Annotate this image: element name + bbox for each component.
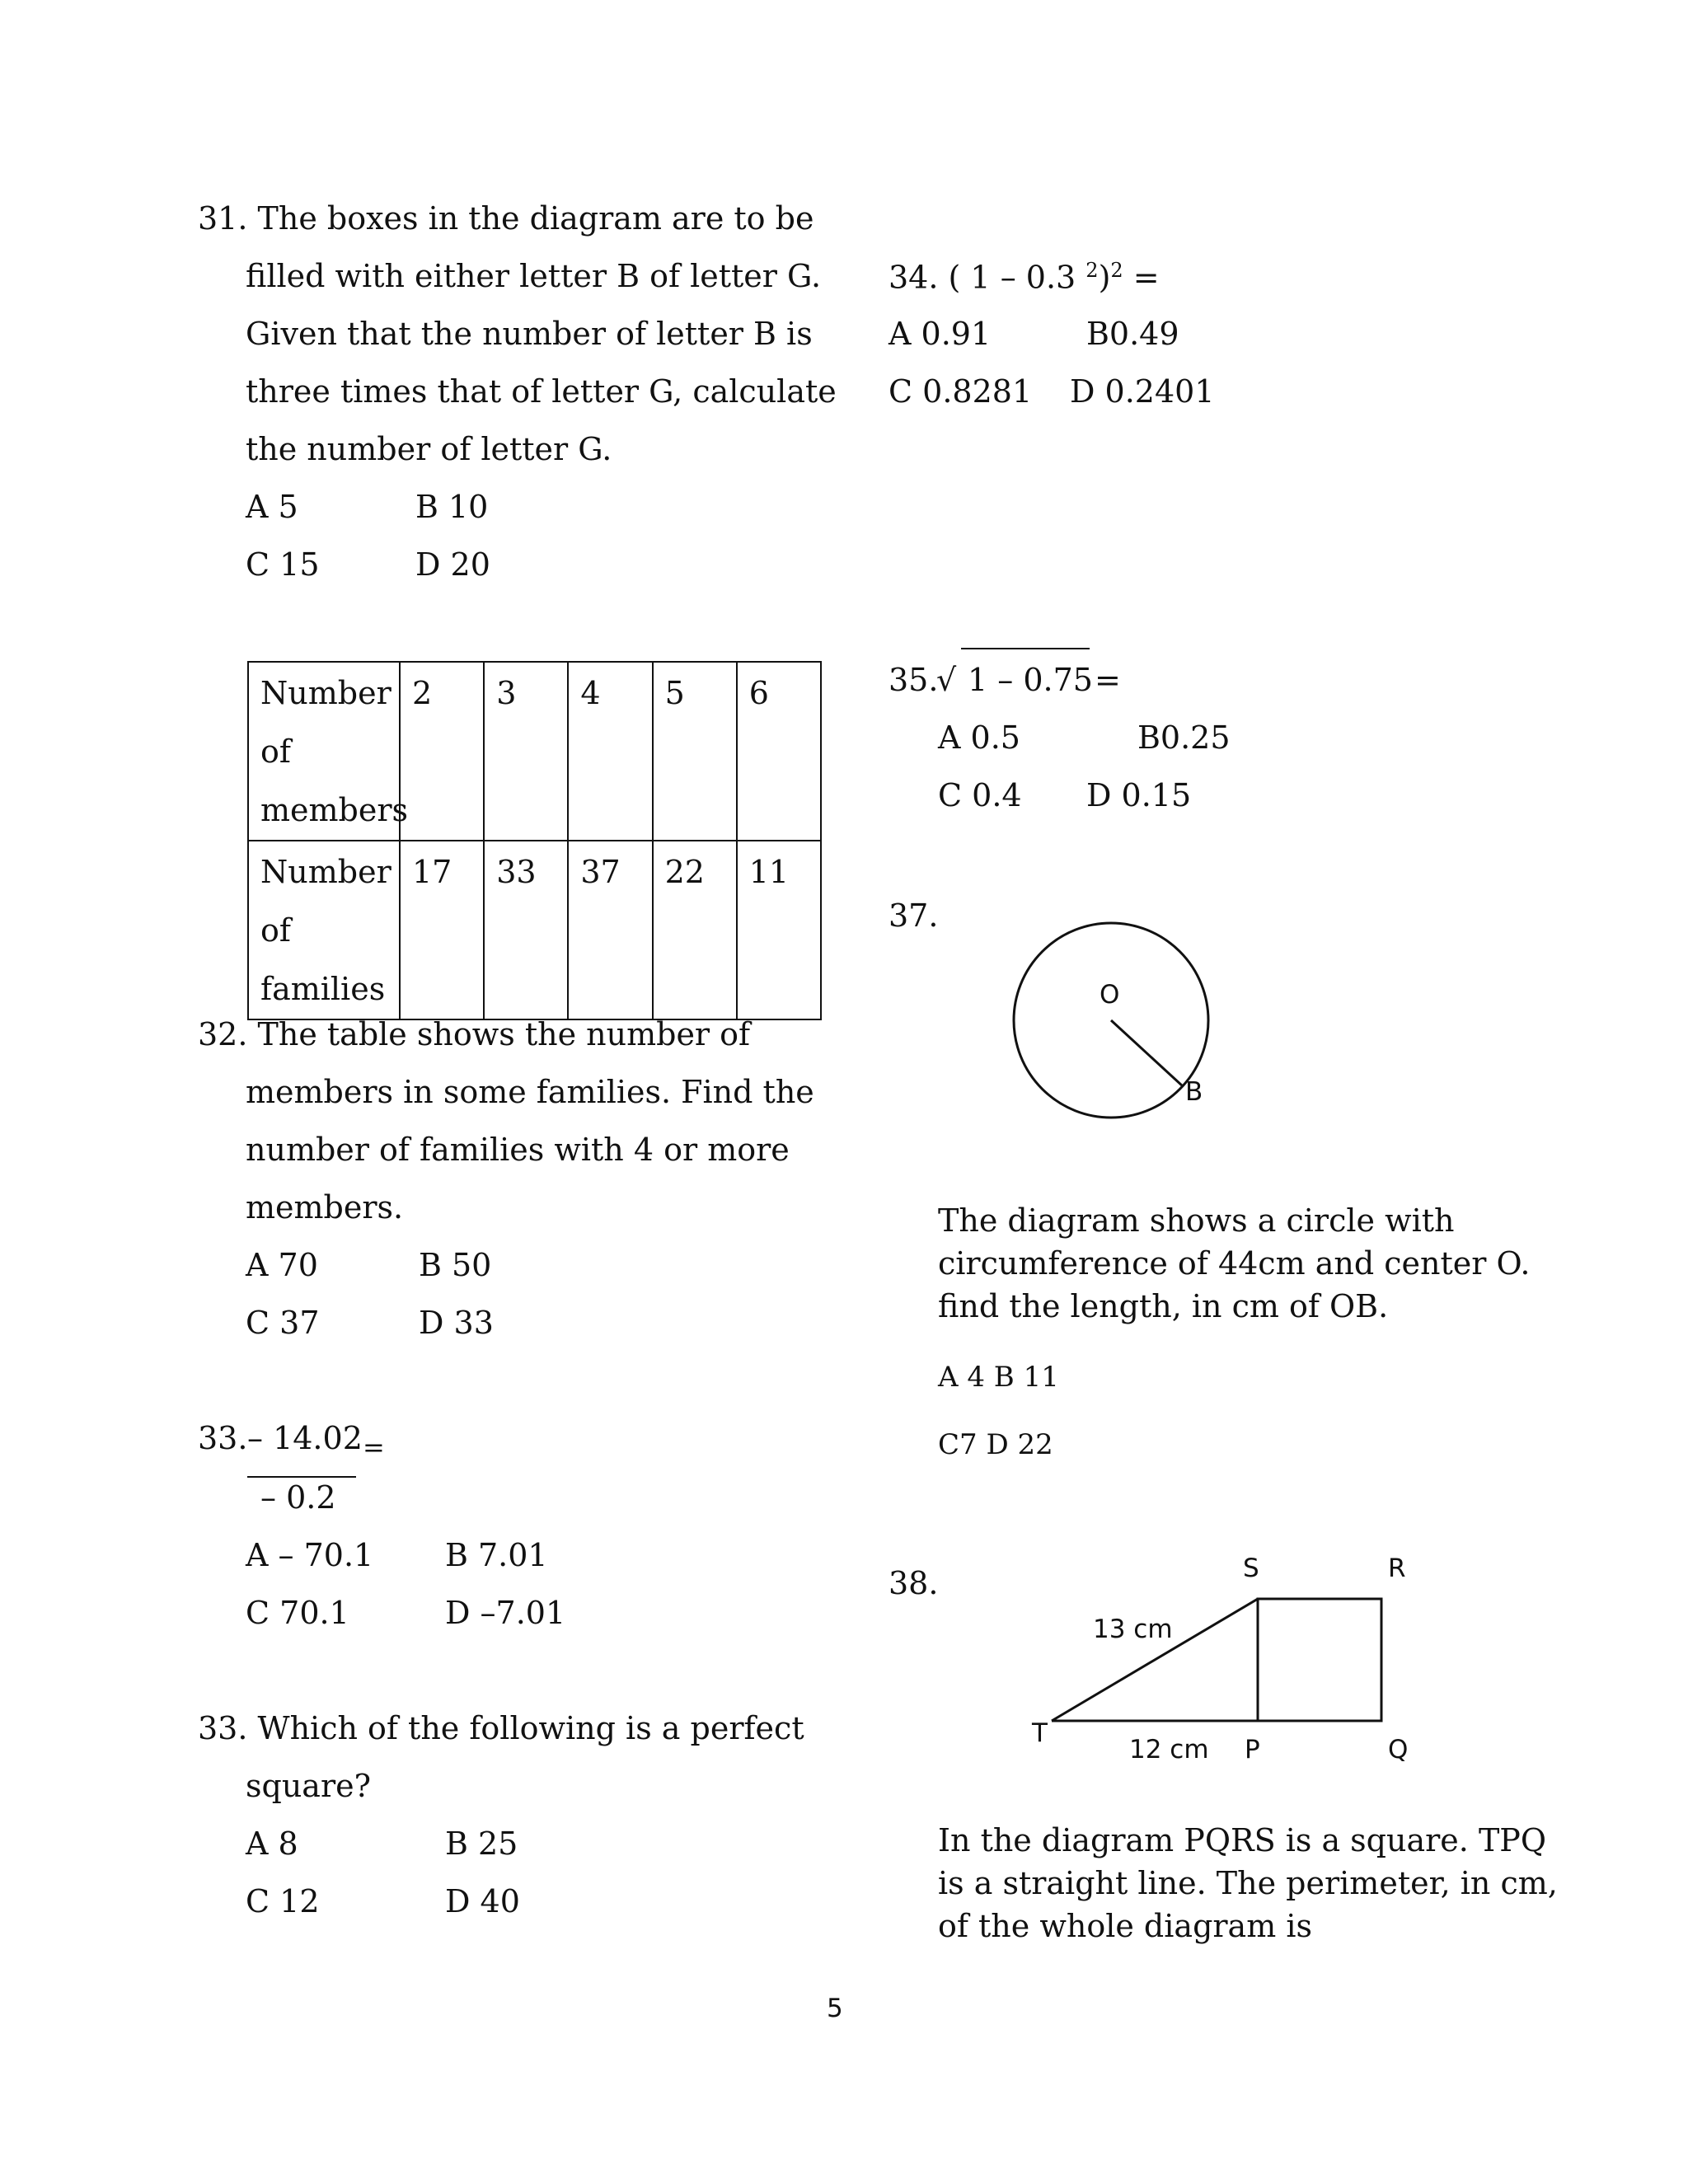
q32-line-1: 32. The table shows the number of <box>198 1016 751 1052</box>
table-row <box>248 662 821 841</box>
label-s: S <box>1243 1554 1259 1583</box>
header-word: of <box>260 912 291 949</box>
table-cell: 6 <box>737 662 821 841</box>
q34-exponent-inner: 2 <box>1085 259 1099 282</box>
table-row <box>248 841 821 1019</box>
label-q: Q <box>1388 1735 1409 1765</box>
header-word: families <box>260 971 386 1007</box>
q31-line-4: three times that of letter G, calculate <box>246 373 837 410</box>
label-base-length: 12 cm <box>1129 1735 1209 1765</box>
q38-label: 38. <box>889 1565 939 1601</box>
q34-option-b: B0.49 <box>1086 316 1179 352</box>
q34-exponent-outer: 2 <box>1110 259 1123 282</box>
q34-expression <box>889 259 1160 296</box>
square-pqrs <box>1258 1599 1381 1721</box>
q35-option-c: C 0.4 <box>938 777 1022 813</box>
q33a-option-a: A – 70.1 <box>246 1537 374 1573</box>
q32-line-4: members. <box>246 1189 404 1226</box>
q31-line-5: the number of letter G. <box>246 431 612 467</box>
q33a-option-c: C 70.1 <box>246 1595 349 1631</box>
q35-label: 35. <box>889 662 939 698</box>
header-word: Number <box>260 675 392 711</box>
q32-line-2: members in some families. Find the <box>246 1074 814 1110</box>
table-cell: 37 <box>568 841 652 1019</box>
q33a-option-b: B 7.01 <box>445 1537 548 1573</box>
page-number: 5 <box>827 1994 843 2023</box>
q38-line-2: is a straight line. The perimeter, in cm, <box>938 1865 1558 1901</box>
header-word: of <box>260 733 291 770</box>
q31-option-c: C 15 <box>246 546 320 583</box>
q31-line-2: filled with either letter B of letter G. <box>246 258 822 294</box>
q34-option-a: A 0.91 <box>889 316 992 352</box>
q31-option-a: A 5 <box>246 489 298 525</box>
q33b-line-1: 33. Which of the following is a perfect <box>198 1710 804 1746</box>
q31-line-3: Given that the number of letter B is <box>246 316 813 352</box>
q33b-option-c: C 12 <box>246 1883 320 1919</box>
q34-close-paren: ) <box>1098 259 1111 296</box>
q32-option-a: A 70 <box>246 1247 318 1283</box>
q37-line-2: circumference of 44cm and center O. <box>938 1245 1531 1282</box>
label-hypotenuse-length: 13 cm <box>1093 1615 1173 1644</box>
q34-label: 34. <box>889 259 939 296</box>
table-cell: 4 <box>568 662 652 841</box>
q35-option-b: B0.25 <box>1137 719 1231 756</box>
table-cell: 17 <box>400 841 484 1019</box>
members-table <box>247 661 822 1020</box>
q37-line-1: The diagram shows a circle with <box>938 1202 1455 1239</box>
label-r: R <box>1388 1554 1406 1583</box>
q34-option-d: D 0.2401 <box>1070 373 1215 410</box>
q31-line-1: 31. The boxes in the diagram are to be <box>198 200 814 237</box>
q32-option-b: B 50 <box>419 1247 492 1283</box>
q33b-option-b: B 25 <box>445 1825 518 1862</box>
square-triangle-diagram <box>1047 1582 1393 1731</box>
sqrt-vinculum <box>961 648 1090 649</box>
sqrt-symbol: √ <box>936 662 957 698</box>
header-word: members <box>260 792 409 828</box>
label-t: T <box>1032 1718 1048 1748</box>
q34-option-c: C 0.8281 <box>889 373 1033 410</box>
table-cell: 11 <box>737 841 821 1019</box>
table-cell: 22 <box>653 841 737 1019</box>
q35-option-a: A 0.5 <box>938 719 1020 756</box>
label-p: P <box>1245 1735 1260 1765</box>
q33a-denominator: – 0.2 <box>260 1479 336 1516</box>
table-cell: 33 <box>484 841 568 1019</box>
q33a-equals: = <box>363 1432 385 1463</box>
q37-label: 37. <box>889 898 939 934</box>
q35-option-d: D 0.15 <box>1086 777 1192 813</box>
header-word: Number <box>260 854 392 890</box>
q35-radicand: 1 – 0.75 <box>968 662 1093 698</box>
fraction-bar <box>247 1476 356 1478</box>
circle-point-label: B <box>1185 1077 1203 1107</box>
q37-line-3: find the length, in cm of OB. <box>938 1288 1389 1324</box>
table-row-header <box>248 841 400 1019</box>
q32-option-c: C 37 <box>246 1305 320 1341</box>
q38-line-3: of the whole diagram is <box>938 1908 1312 1944</box>
table-cell: 2 <box>400 662 484 841</box>
q33b-option-d: D 40 <box>445 1883 520 1919</box>
q33b-line-2: square? <box>246 1768 371 1804</box>
q33a-option-d: D –7.01 <box>445 1595 566 1631</box>
q32-line-3: number of families with 4 or more <box>246 1132 790 1168</box>
table-row-header <box>248 662 409 841</box>
circle-center-label: O <box>1100 980 1120 1010</box>
q37-options-row-1: A 4 B 11 <box>938 1361 1059 1394</box>
q34-base: ( 1 – 0.3 <box>948 259 1076 296</box>
radius-ob <box>1111 1020 1183 1086</box>
q38-line-1: In the diagram PQRS is a square. TPQ <box>938 1822 1547 1858</box>
q33a-numerator: – 14.02 <box>247 1420 363 1456</box>
q33b-option-a: A 8 <box>246 1825 298 1862</box>
q34-equals: = <box>1132 259 1160 296</box>
q33a-label: 33. <box>198 1420 248 1456</box>
table-cell: 3 <box>484 662 568 841</box>
q31-option-d: D 20 <box>415 546 490 583</box>
q37-options-row-2: C7 D 22 <box>938 1428 1053 1461</box>
q35-equals: = <box>1095 662 1121 698</box>
q32-option-d: D 33 <box>419 1305 494 1341</box>
table-cell: 5 <box>653 662 737 841</box>
q31-option-b: B 10 <box>415 489 489 525</box>
